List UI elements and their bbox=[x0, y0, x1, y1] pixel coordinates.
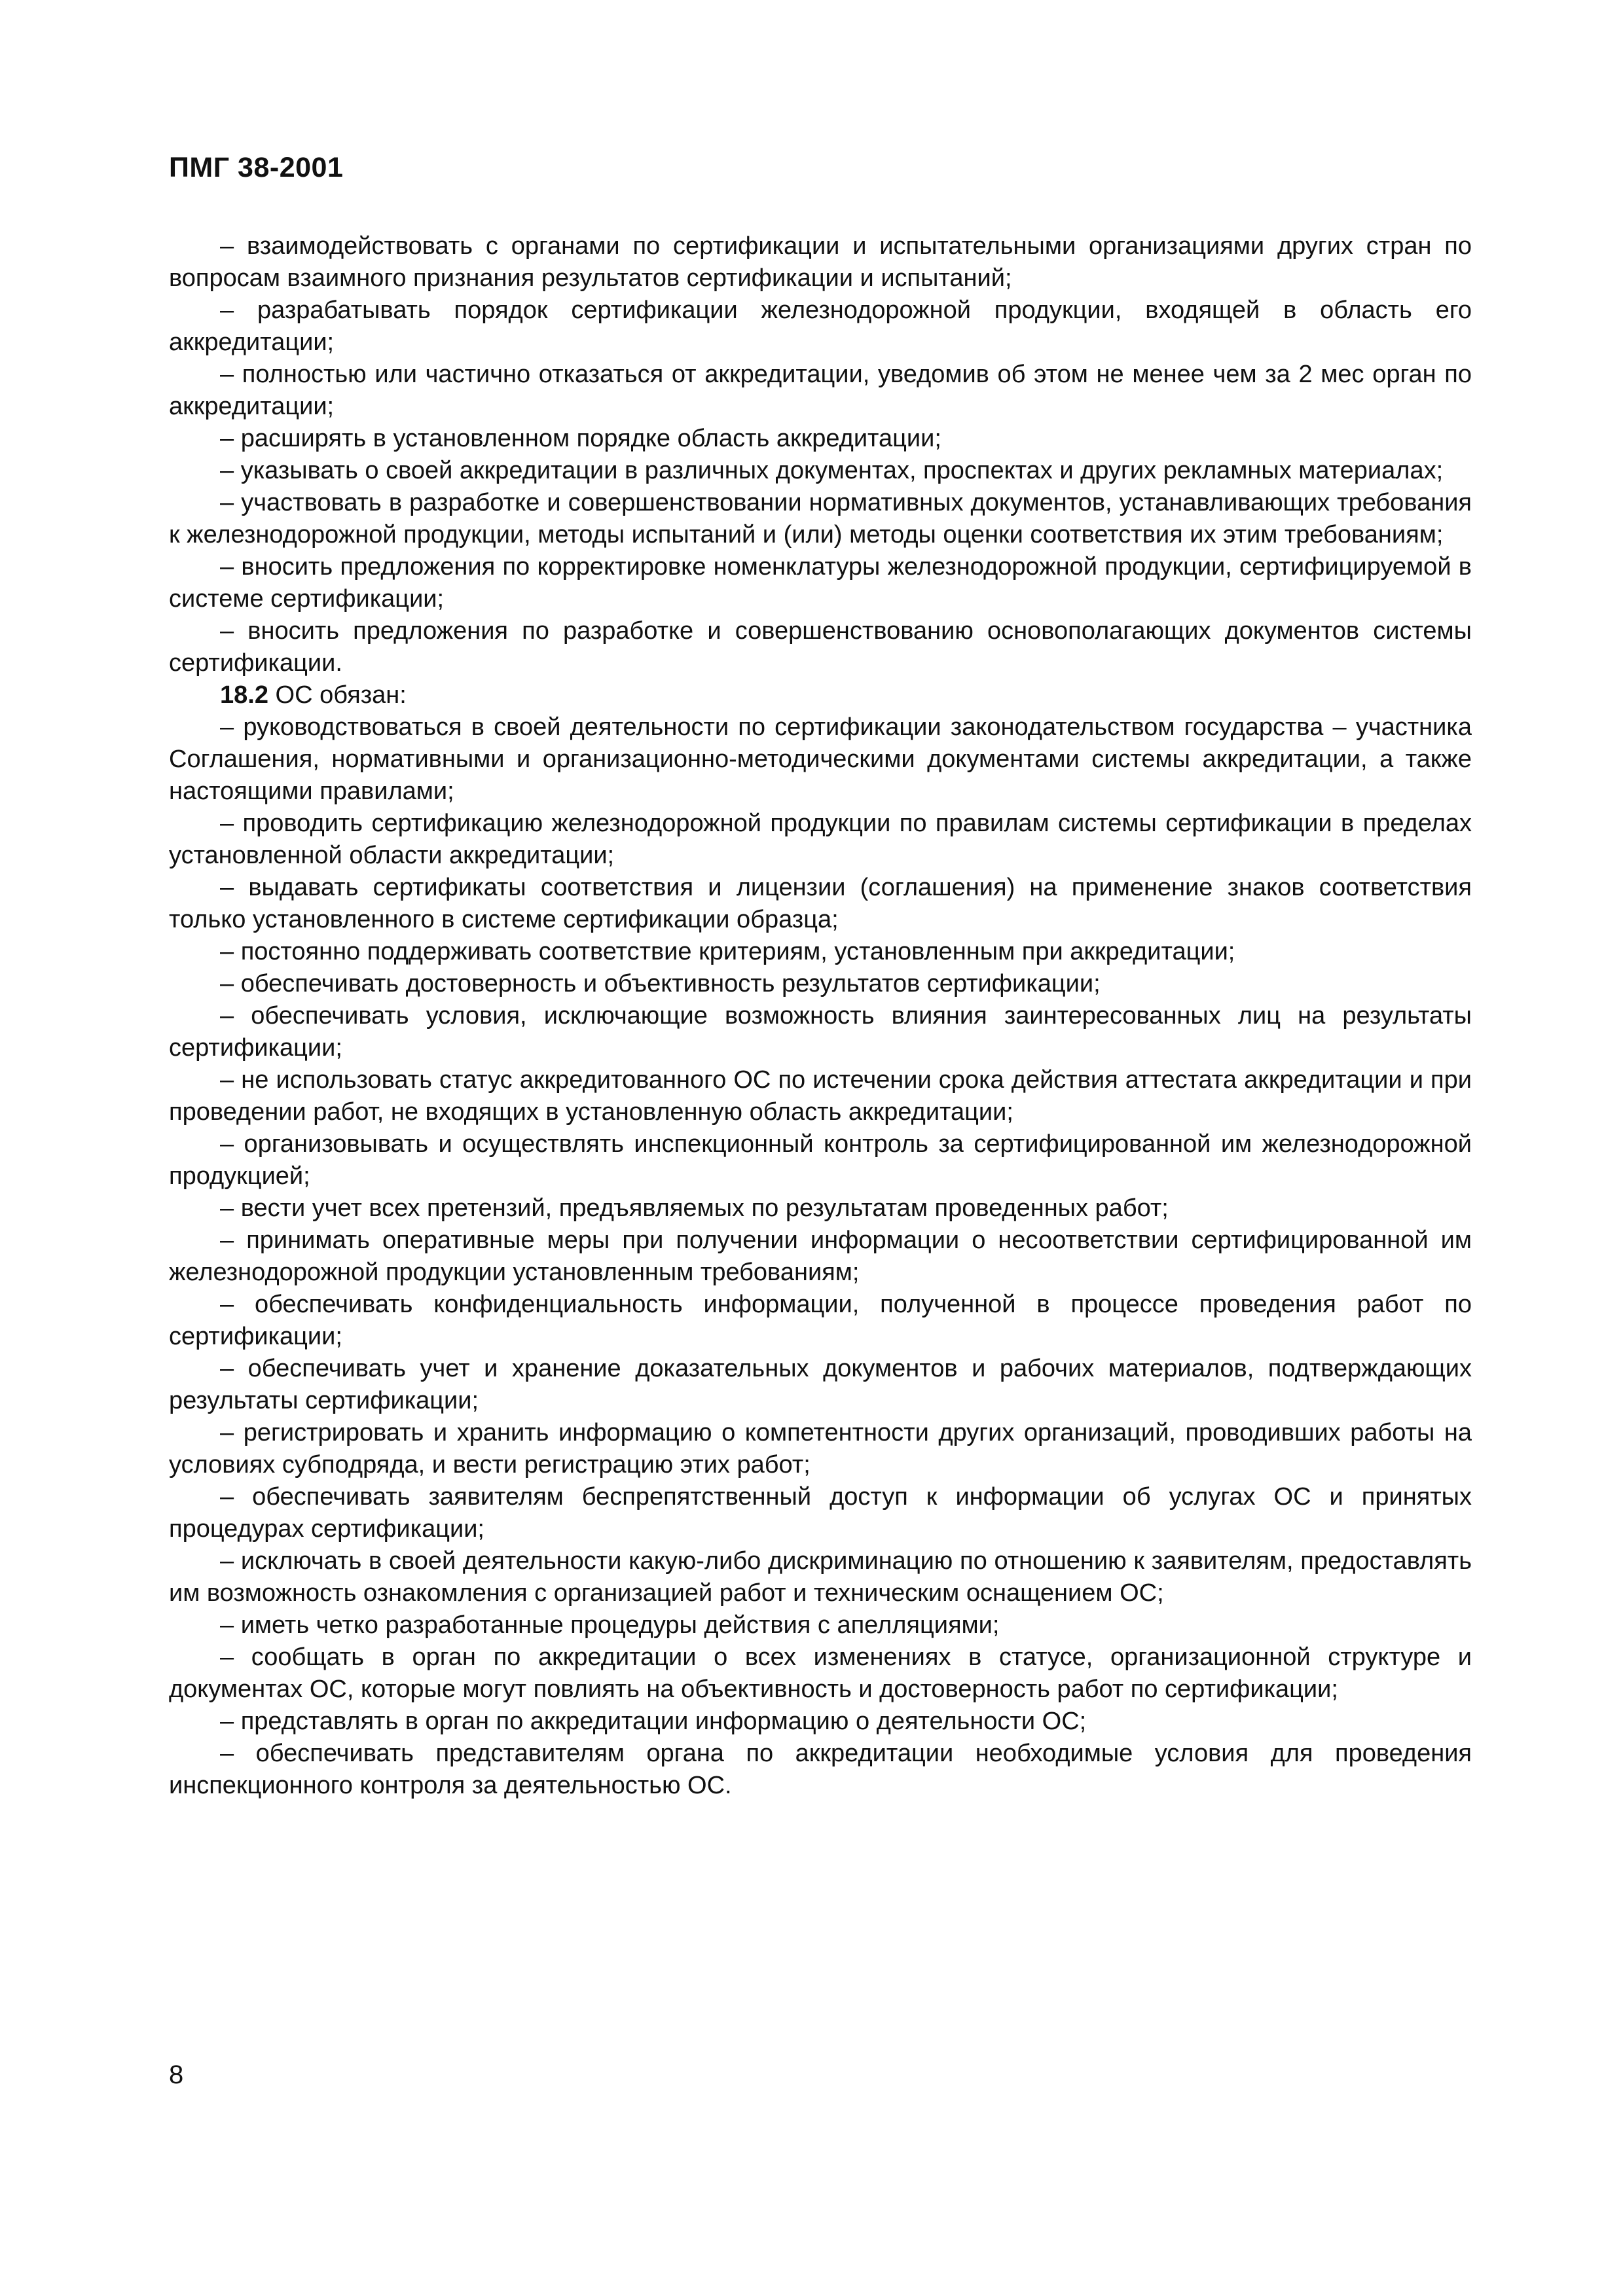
rights-item: – вносить предложения по корректировке номенклатуры железнодорожной продукции, сертифицируемой в системе сертификации; bbox=[169, 553, 1472, 613]
duties-item: – представлять в орган по аккредитации информацию о деятельности ОС; bbox=[220, 1708, 1087, 1735]
rights-item: – полностью или частично отказаться от аккредитации, уведомив об этом не менее чем за 2 мес орган по аккредитации; bbox=[169, 361, 1472, 420]
duties-item: – обеспечивать учет и хранение доказательных документов и рабочих материалов, подтверждающих результаты сертификации; bbox=[169, 1355, 1472, 1414]
duties-item: – сообщать в орган по аккредитации о всех изменениях в статусе, организационной структуре и документах ОС, которые могут повлиять на объективность и достоверность работ по сертификации; bbox=[169, 1643, 1472, 1703]
duties-item: – регистрировать и хранить информацию о компетентности других организаций, проводивших работы на условиях субподряда, и вести регистрацию этих работ; bbox=[169, 1419, 1472, 1479]
rights-item: – вносить предложения по разработке и совершенствованию основополагающих документов системы сертификации. bbox=[169, 617, 1472, 677]
duties-item: – иметь четко разработанные процедуры действия с апелляциями; bbox=[220, 1611, 1000, 1639]
duties-item: – обеспечивать условия, исключающие возможность влияния заинтересованных лиц на результаты сертификации; bbox=[169, 1002, 1472, 1062]
duties-item: – выдавать сертификаты соответствия и лицензии (соглашения) на применение знаков соответствия только установленного в системе сертификации образца; bbox=[169, 874, 1472, 933]
rights-item: – взаимодействовать с органами по сертификации и испытательными организациями других стран по вопросам взаимного признания результатов сертификации и испытаний; bbox=[169, 232, 1472, 292]
duties-item: – принимать оперативные меры при получении информации о несоответствии сертифицированной им железнодорожной продукции установленным требованиям; bbox=[169, 1227, 1472, 1286]
duties-item: – обеспечивать конфиденциальность информации, полученной в процессе проведения работ по сертификации; bbox=[169, 1291, 1472, 1350]
rights-item: – участвовать в разработке и совершенствовании нормативных документов, устанавливающих требования к железнодорожной продукции, методы испытаний и (или) методы оценки соответствия их этим требованиям; bbox=[169, 489, 1472, 548]
duties-item: – проводить сертификацию железнодорожной продукции по правилам системы сертификации в пределах установленной области аккредитации; bbox=[169, 810, 1472, 869]
duties-item: – обеспечивать достоверность и объективность результатов сертификации; bbox=[220, 970, 1101, 997]
duties-item: – организовывать и осуществлять инспекционный контроль за сертифицированной им железнодорожной продукцией; bbox=[169, 1130, 1472, 1190]
duties-item: – обеспечивать представителям органа по аккредитации необходимые условия для проведения инспекционного контроля за деятельностью ОС. bbox=[169, 1740, 1472, 1799]
duties-item: – руководствоваться в своей деятельности по сертификации законодательством государства – участника Соглашения, нормативными и организационно-методическими документами системы аккредитации, а также настоящими правилами; bbox=[169, 713, 1472, 805]
page-number: 8 bbox=[169, 2060, 184, 2089]
section-number: 18.2 bbox=[220, 681, 268, 709]
rights-item: – указывать о своей аккредитации в различных документах, проспектах и других рекламных материалах; bbox=[220, 457, 1444, 484]
duties-item: – обеспечивать заявителям беспрепятственный доступ к информации об услугах ОС и принятых процедурах сертификации; bbox=[169, 1483, 1472, 1543]
rights-item: – разрабатывать порядок сертификации железнодорожной продукции, входящей в область его аккредитации; bbox=[169, 296, 1472, 356]
duties-item: – вести учет всех претензий, предъявляемых по результатам проведенных работ; bbox=[220, 1194, 1169, 1222]
rights-item: – расширять в установленном порядке область аккредитации; bbox=[220, 425, 941, 452]
duties-item: – исключать в своей деятельности какую-либо дискриминацию по отношению к заявителям, предоставлять им возможность ознакомления с организацией работ и техническим оснащением ОС; bbox=[169, 1547, 1472, 1607]
document-code-header: ПМГ 38-2001 bbox=[169, 152, 344, 183]
section-heading bbox=[169, 679, 1472, 711]
section-title: ОС обязан: bbox=[268, 681, 407, 709]
duties-item: – не использовать статус аккредитованного ОС по истечении срока действия аттестата аккредитации и при проведении работ, не входящих в установленную область аккредитации; bbox=[169, 1066, 1472, 1126]
document-body bbox=[169, 230, 1472, 1802]
duties-item: – постоянно поддерживать соответствие критериям, установленным при аккредитации; bbox=[220, 938, 1235, 965]
